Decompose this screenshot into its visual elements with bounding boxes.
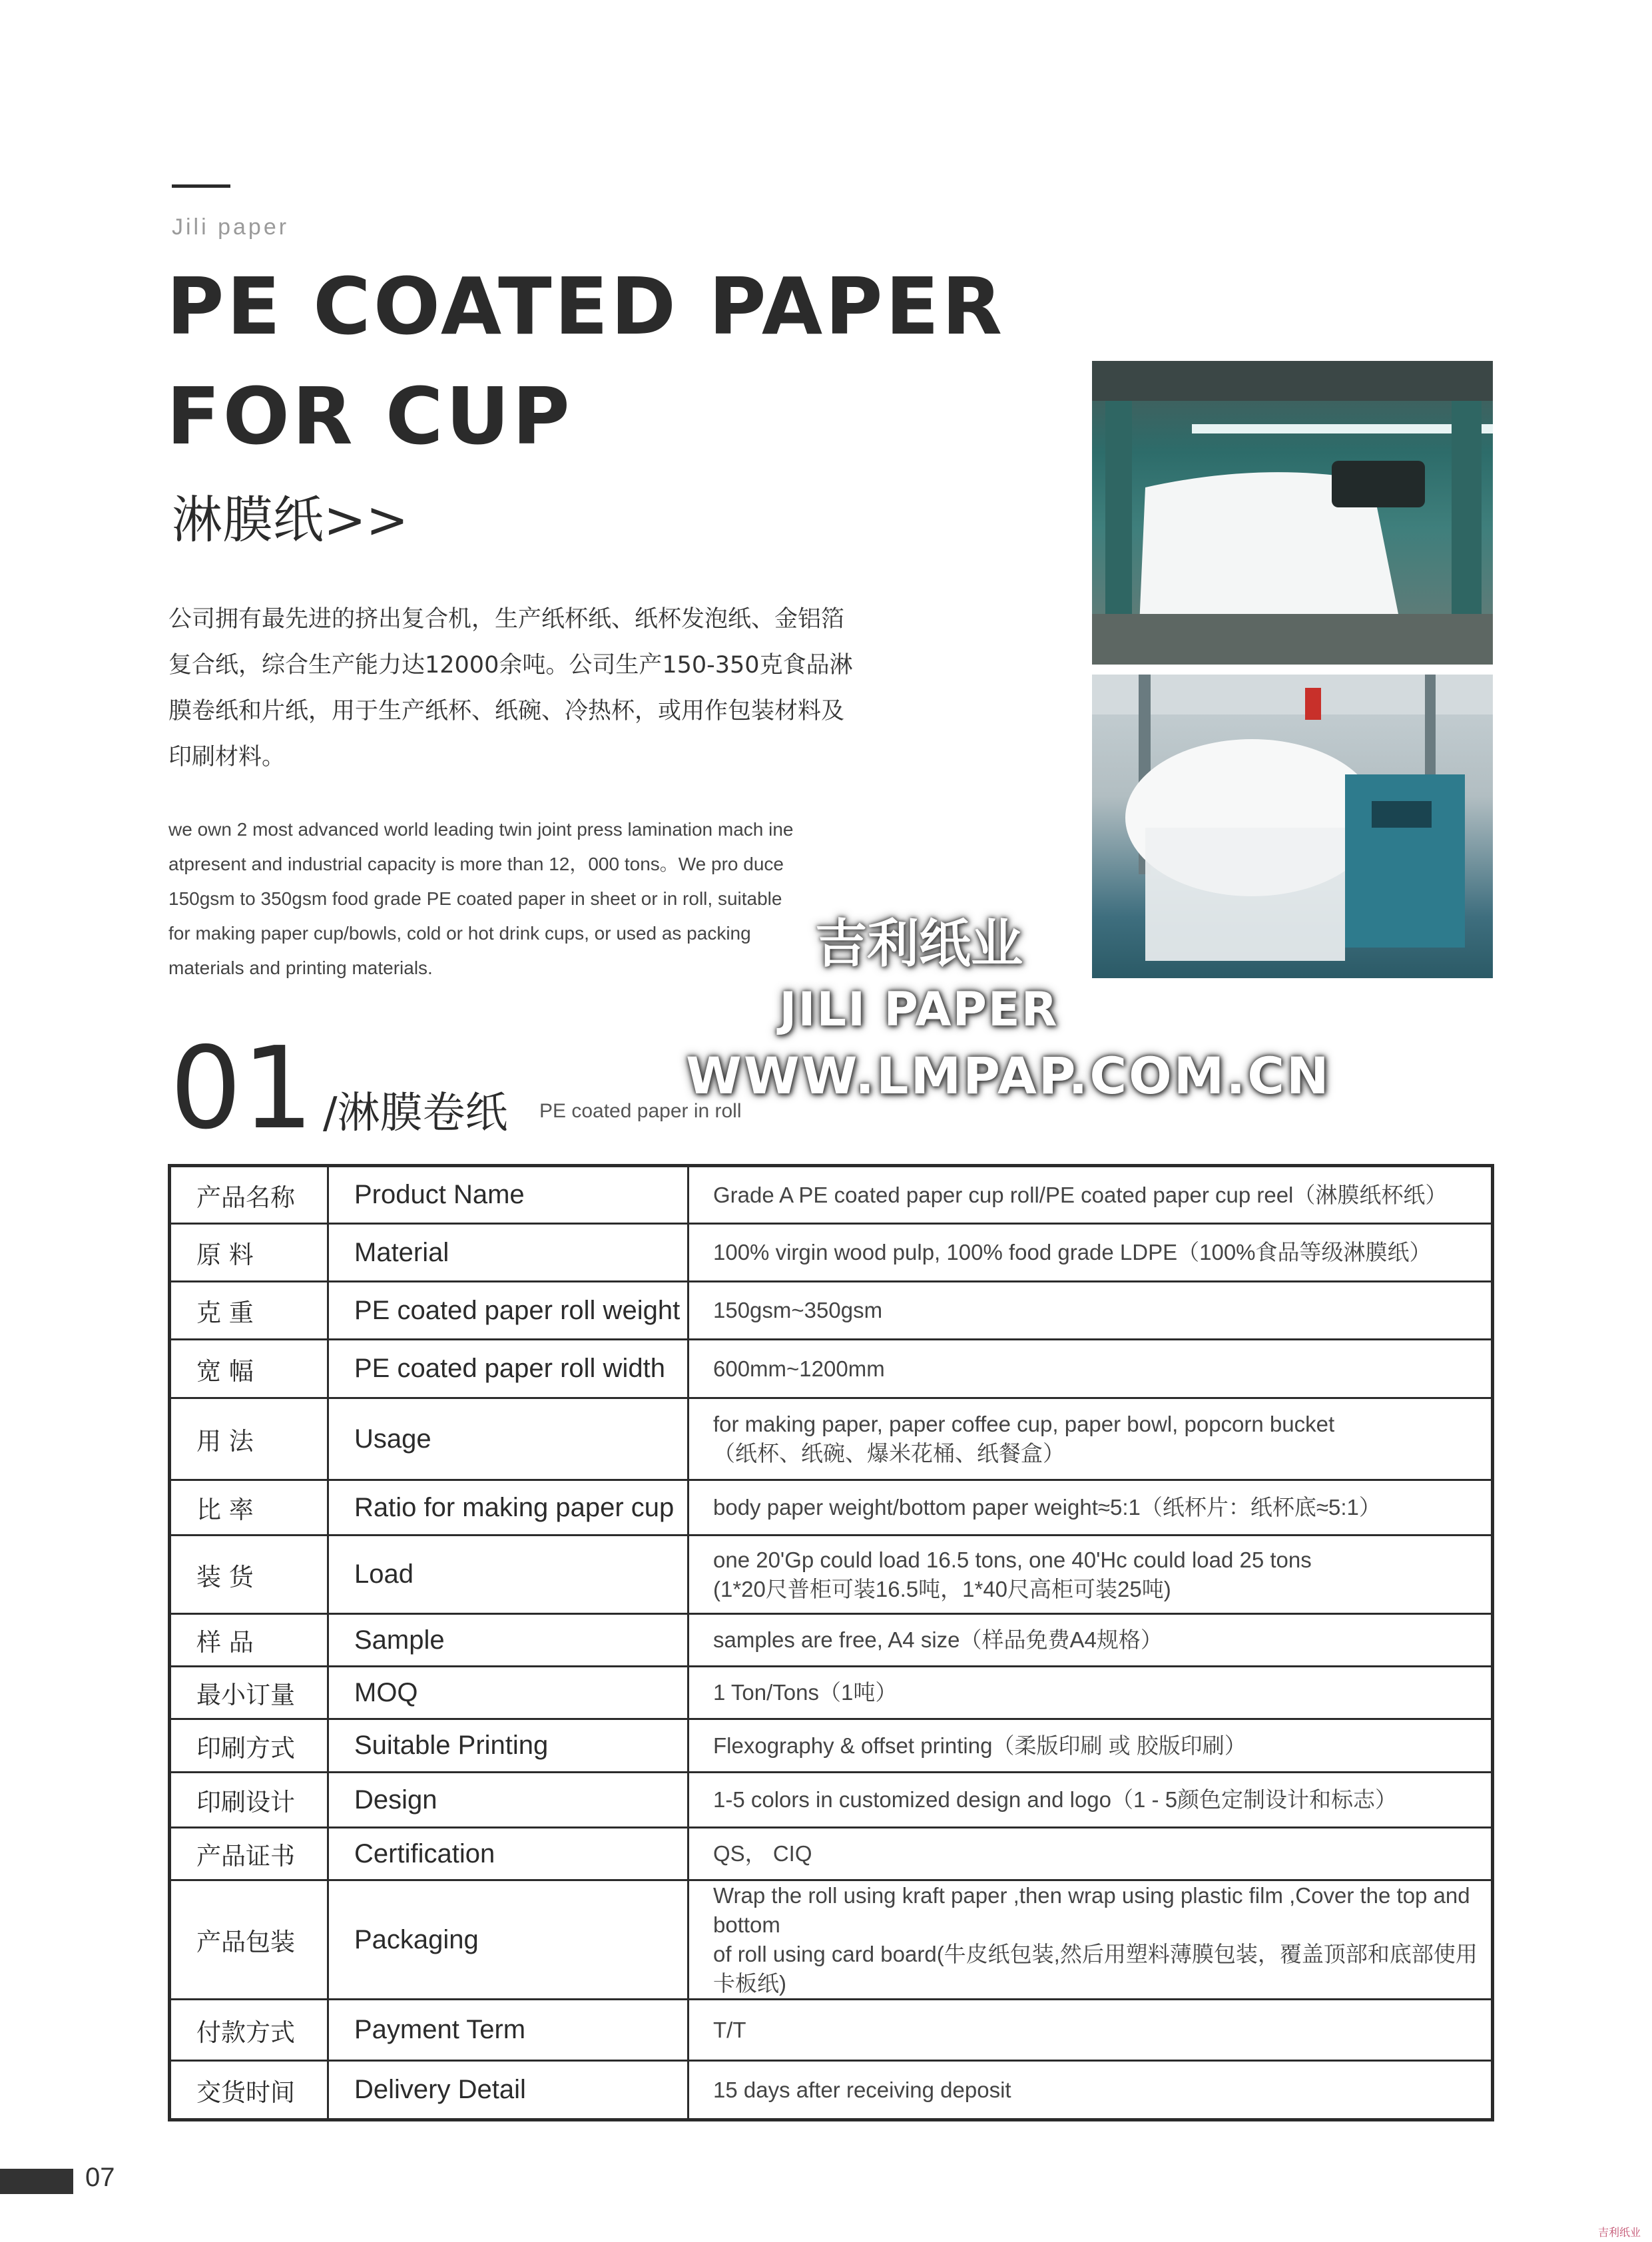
brand-label: Jili paper — [172, 214, 290, 240]
intro-cn-line: 膜卷纸和片纸，用于生产纸杯、纸碗、冷热杯，或用作包装材料及 — [168, 698, 845, 724]
row-label-en: Sample — [328, 1614, 688, 1667]
page-number: 07 — [85, 2163, 115, 2192]
row-label-cn: 产品包装 — [170, 1880, 328, 2000]
row-label-en: Design — [328, 1773, 688, 1828]
spec-table — [168, 1164, 1494, 2121]
row-value-line: 15 days after receiving deposit — [713, 2077, 1011, 2102]
watermark-line-url: WWW.LMPAP.COM.CN — [686, 1046, 1331, 1105]
intro-cn-line: 公司拥有最先进的挤出复合机，生产纸杯纸、纸杯发泡纸、金铝箔 — [168, 606, 845, 633]
chinese-title: 淋膜纸>> — [172, 490, 409, 549]
laminating-machine-photo — [1092, 361, 1493, 665]
row-label-en: Product Name — [328, 1166, 688, 1224]
row-label-cn: 印刷方式 — [170, 1719, 328, 1773]
title-line-1: PE COATED PAPER — [166, 260, 1005, 352]
row-label-en: Usage — [328, 1398, 688, 1480]
row-value-line: 1 Ton/Tons（1吨） — [713, 1680, 898, 1705]
intro-chinese — [168, 597, 901, 780]
paper-roll-photo — [1092, 675, 1493, 978]
table-row — [170, 1398, 1493, 1480]
row-value — [688, 1719, 1493, 1773]
row-label-cn: 交货时间 — [170, 2061, 328, 2120]
intro-en-line: we own 2 most advanced world leading twin joint press lamination mach ine — [168, 819, 794, 840]
row-label-en: Delivery Detail — [328, 2061, 688, 2120]
table-row — [170, 1773, 1493, 1828]
watermark — [686, 911, 1331, 1111]
row-label-cn: 用 法 — [170, 1398, 328, 1480]
row-label-cn: 克 重 — [170, 1282, 328, 1340]
row-value-line: Wrap the roll using kraft paper ,then wrap using plastic film ,Cover the top and bottom — [713, 1883, 1470, 1937]
row-label-en: MOQ — [328, 1667, 688, 1719]
row-value — [688, 1282, 1493, 1340]
row-value — [688, 1880, 1493, 2000]
watermark-line-cn: 吉利纸业 — [814, 914, 1023, 974]
page-number-bar — [0, 2169, 73, 2194]
row-value-line: 1-5 colors in customized design and logo（1 - 5颜色定制设计和标志） — [713, 1787, 1398, 1812]
row-value-line: Grade A PE coated paper cup roll/PE coated paper cup reel（淋膜纸杯纸） — [713, 1182, 1448, 1207]
row-value — [688, 1828, 1493, 1880]
intro-cn-line: 复合纸，综合生产能力达12000余吨。公司生产150-350克食品淋 — [168, 652, 853, 679]
table-row — [170, 1536, 1493, 1614]
row-value — [688, 1166, 1493, 1224]
section-title-en: PE coated paper in roll — [539, 1100, 742, 1122]
row-label-cn: 装 货 — [170, 1536, 328, 1614]
intro-cn-line: 印刷材料。 — [168, 744, 286, 770]
row-label-en: Certification — [328, 1828, 688, 1880]
row-label-en: Ratio for making paper cup — [328, 1480, 688, 1536]
intro-en-line: materials and printing materials. — [168, 958, 433, 978]
row-label-en: Payment Term — [328, 2000, 688, 2061]
row-label-cn: 产品证书 — [170, 1828, 328, 1880]
row-value — [688, 1398, 1493, 1480]
row-value-line: for making paper, paper coffee cup, paper bowl, popcorn bucket — [713, 1412, 1335, 1436]
row-value — [688, 1536, 1493, 1614]
intro-en-line: atpresent and industrial capacity is more than 12，000 tons。We pro duce — [168, 854, 784, 874]
corner-logo: 吉利纸业 — [1598, 2226, 1641, 2239]
row-label-en: PE coated paper roll weight — [328, 1282, 688, 1340]
row-value — [688, 1224, 1493, 1282]
intro-en-line: for making paper cup/bowls, cold or hot drink cups, or used as packing — [168, 923, 751, 944]
row-value — [688, 1340, 1493, 1398]
row-label-en: Suitable Printing — [328, 1719, 688, 1773]
row-label-en: Packaging — [328, 1880, 688, 2000]
title-line-2: FOR CUP — [166, 370, 573, 462]
row-value — [688, 1667, 1493, 1719]
section-number: 01 — [170, 1023, 314, 1155]
table-row — [170, 1480, 1493, 1536]
row-value — [688, 2000, 1493, 2061]
row-label-en: PE coated paper roll width — [328, 1340, 688, 1398]
row-value-line: 100% virgin wood pulp, 100% food grade LDPE（100%食品等级淋膜纸） — [713, 1240, 1432, 1264]
page-title — [166, 252, 1005, 471]
row-value-line: one 20'Gp could load 16.5 tons, one 40'Hc could load 25 tons — [713, 1547, 1312, 1572]
row-label-en: Load — [328, 1536, 688, 1614]
row-value — [688, 1773, 1493, 1828]
table-row — [170, 1166, 1493, 1224]
row-label-cn: 宽 幅 — [170, 1340, 328, 1398]
table-row — [170, 1880, 1493, 2000]
row-value-line: Flexography & offset printing（柔版印刷 或 胶版印刷） — [713, 1733, 1246, 1758]
row-value-line: （纸杯、纸碗、爆米花桶、纸餐盒） — [713, 1441, 1065, 1466]
table-row — [170, 2000, 1493, 2061]
row-value-line: 150gsm~350gsm — [713, 1298, 883, 1322]
row-value — [688, 1480, 1493, 1536]
row-value-line: (1*20尺普柜可装16.5吨，1*40尺高柜可装25吨) — [713, 1576, 1171, 1601]
table-row — [170, 2061, 1493, 2120]
row-value — [688, 1614, 1493, 1667]
row-value-line: samples are free, A4 size（样品免费A4规格） — [713, 1627, 1163, 1652]
row-label-cn: 样 品 — [170, 1614, 328, 1667]
row-value — [688, 2061, 1493, 2120]
watermark-line-brand: JILI PAPER — [779, 982, 1059, 1037]
section-title-cn: /淋膜卷纸 — [323, 1089, 508, 1138]
row-value-line: of roll using card board(牛皮纸包装,然后用塑料薄膜包装，覆盖顶部和底部使用卡板纸) — [713, 1942, 1478, 1996]
header-dash — [172, 184, 230, 188]
row-label-cn: 产品名称 — [170, 1166, 328, 1224]
table-row — [170, 1224, 1493, 1282]
table-row — [170, 1667, 1493, 1719]
table-row — [170, 1282, 1493, 1340]
row-value-line: body paper weight/bottom paper weight≈5:1（纸杯片：纸杯底≈5:1） — [713, 1495, 1381, 1520]
row-label-en: Material — [328, 1224, 688, 1282]
row-label-cn: 印刷设计 — [170, 1773, 328, 1828]
table-row — [170, 1614, 1493, 1667]
table-row — [170, 1719, 1493, 1773]
row-value-line: 600mm~1200mm — [713, 1356, 885, 1381]
row-label-cn: 原 料 — [170, 1224, 328, 1282]
row-value-line: QS， CIQ — [713, 1841, 812, 1866]
row-label-cn: 付款方式 — [170, 2000, 328, 2061]
table-row — [170, 1340, 1493, 1398]
row-value-line: T/T — [713, 2017, 746, 2042]
table-row — [170, 1828, 1493, 1880]
row-label-cn: 最小订量 — [170, 1667, 328, 1719]
intro-en-line: 150gsm to 350gsm food grade PE coated paper in sheet or in roll, suitable — [168, 888, 782, 909]
row-label-cn: 比 率 — [170, 1480, 328, 1536]
